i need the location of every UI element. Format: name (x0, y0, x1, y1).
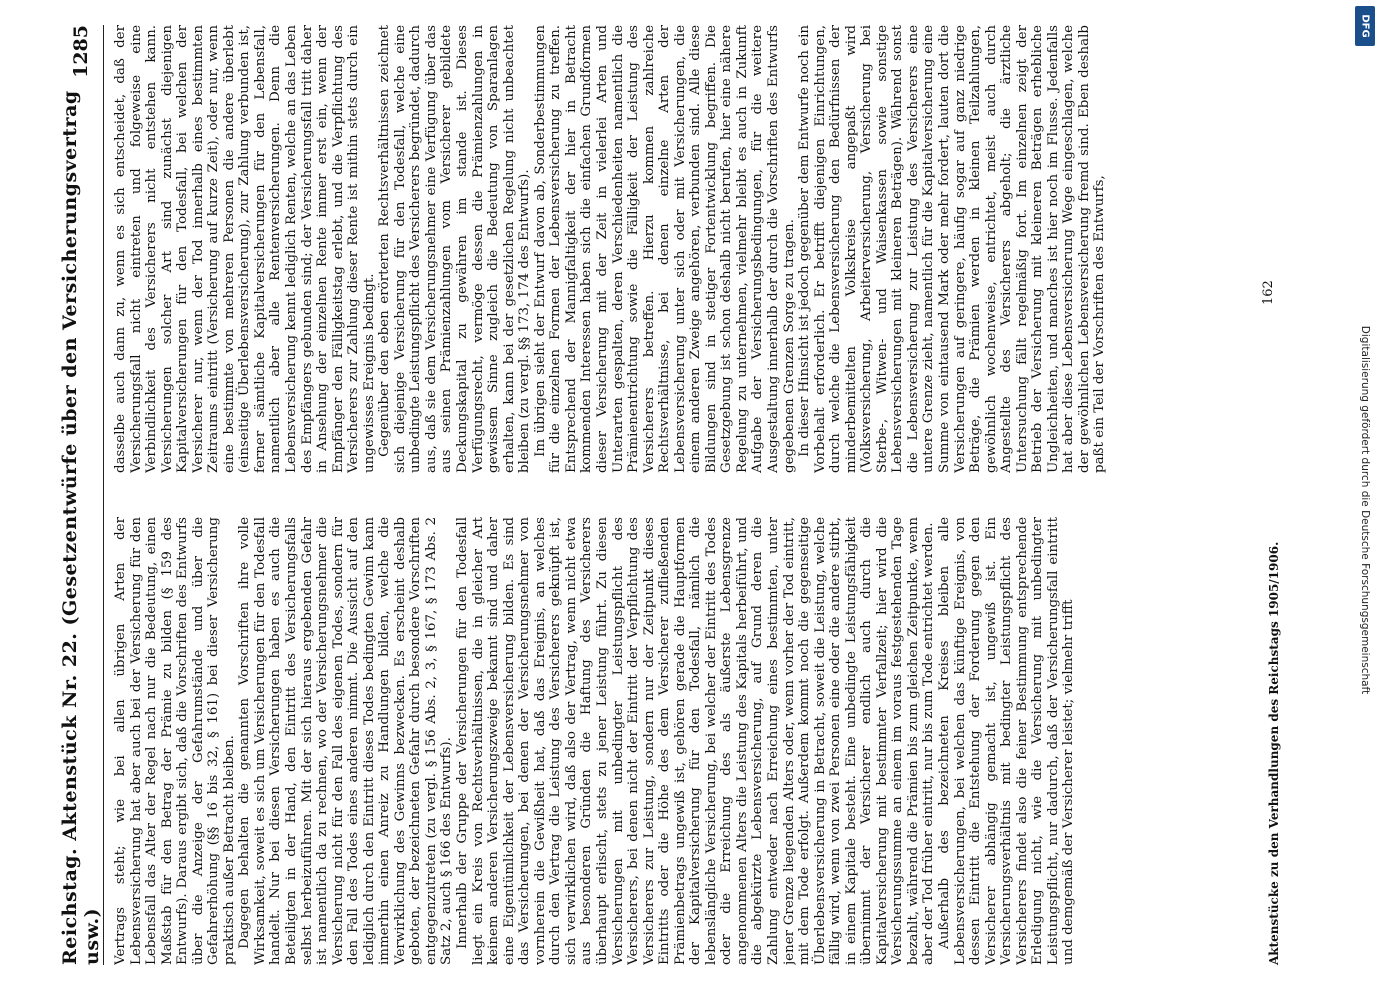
right-column (113, 25, 1253, 473)
dfg-logo (1355, 6, 1375, 46)
running-head: Reichstag. Aktenstück Nr. 22. (Gesetzentwürfe über den Versicherungsvertrag usw.) (59, 90, 103, 965)
footer-note: Aktenstücke zu den Verhandlungen des Reichstags 1905/1906. (1267, 541, 1281, 965)
paragraph: Dagegen behalten die genannten Vorschriften ihre volle Wirksamkeit, soweit es sich um Versicherungen für den Todesfall handelt. Nur bei diesen Versicherungen haben es auch die Beteiligten in der Hand, den Eintritt des Versicherungsfalls selbst herbeizuführen. Mit der sich hieraus ergebenden Gefahr ist namentlich da zu rechnen, wo der Versicherungsnehmer die Versicherung nicht für den Fall des eigenen Todes, sondern für den Fall des Todes eines anderen nimmt. Die Aussicht auf den lediglich durch den Eintritt dieses Todes bedingten Gewinn kann immerhin einen Anreiz zu Handlungen bilden, welche die Verwirklichung des Gewinns bezwecken. Es erscheint deshalb geboten, der bezeichneten Gefahr durch besondere Vorschriften entgegenzutreten (zu vergl. § 156 Abs. 2, 3, § 167, § 173 Abs. 2 Satz 2, auch § 166 des Entwurfs). (237, 517, 455, 965)
paragraph: Im übrigen sieht der Entwurf davon ab, Sonderbestimmungen für die einzelnen Formen der Lebensversicherung zu treffen. Entsprechend der Mannigfaltigkeit der hier in Betracht kommenden Interessen haben sich die einfachen Grundformen dieser Versicherung mit der Zeit in vielerlei Arten und Unterarten gespalten, deren Verschiedenheiten namentlich die Prämienentrichtung sowie die Fälligkeit der Leistung des Versicherers betreffen. Hierzu kommen zahlreiche Rechtsverhältnisse, bei denen einzelne Arten der Lebensversicherung unter sich oder mit Versicherungen, die einem anderen Zweige angehören, verbunden sind. Alle diese Bildungen sind in stetiger Fortentwicklung begriffen. Die Gesetzgebung ist schon deshalb nicht berufen, hier eine nähere Regelung zu unternehmen, vielmehr bleibt es auch in Zukunft Aufgabe der Versicherungsbedingungen, für die weitere Ausgestaltung innerhalb der durch die Vorschriften des Entwurfs gegebenen Grenzen Sorge zu tragen. (532, 25, 797, 473)
paragraph: Außerhalb des bezeichneten Kreises bleiben alle Lebensversicherungen, bei welchen das künftige Ereignis, von dessen Eintritt die Entstehung der Forderung gegen den Versicherer abhängig gemacht ist, ungewiß ist. Ein Versicherungsverhältnis mit bedingter Leistungspflicht des Versicherers findet also die feiner Bestimmung entsprechende Erledigung nicht, wie die Versicherung mit unbedingter Leistungspflicht, nur dadurch, daß der Versicherungsfall eintritt und demgemäß der Versicherer leistet; vielmehr trifft (936, 517, 1077, 965)
paragraph: Vertrags steht; wie bei allen übrigen Arten der Lebensversicherung hat aber auch bei der Versicherung für den Lebensfall das Alter der Regel nach nur die Bedeutung, einen Maßstab für den Betrag der Prämie zu bilden (§ 159 des Entwurfs). Daraus ergibt sich, daß die Vorschriften des Entwurfs über die Anzeige der Gefahrumstände und über die Gefahrerhöhung (§§ 16 bis 32, § 161) bei dieser Versicherung praktisch außer Betracht bleiben. (113, 517, 237, 965)
paragraph: Gegenüber den eben erörterten Rechtsverhältnissen zeichnet sich diejenige Versicherung für den Todesfall, welche eine unbedingte Leistungspflicht des Versicherers begründet, dadurch aus, daß sie dem Versicherungsnehmer eine Verfügung über das aus seinen Prämienzahlungen vom Versicherer gebildete Deckungskapital zu gewähren im stande ist. Dieses Verfügungsrecht, vermöge dessen die Prämienzahlungen in gewissem Sinne zugleich die Bedeutung von Sparanlagen erhalten, kann bei der gesetzlichen Regelung nicht unbeachtet bleiben (zu vergl. §§ 173, 174 des Entwurfs). (377, 25, 533, 473)
credit-text: Digitalisierung gefördert durch die Deutsche Forschungsgemeinschaft (1359, 325, 1371, 695)
signature-mark: 162 (1261, 280, 1276, 305)
left-column (113, 517, 1253, 965)
page-header (61, 25, 101, 965)
header-rule (103, 25, 104, 965)
page-number: 1285 (70, 25, 92, 78)
paragraph: In dieser Hinsicht ist jedoch gegenüber dem Entwurfe noch ein Vorbehalt erforderlich. Er betrifft diejenigen Einrichtungen, durch welche die Lebensversicherung den Bedürfnissen der minderbemittelten Volkskreise angepaßt wird (Volksversicherung, Arbeiterversicherung, Versicherung bei Sterbe-, Witwen- und Waisenkassen sowie sonstige Lebensversicherungen mit kleineren Beträgen). Während sonst die Lebensversicherung zur Leistung des Versicherers eine untere Grenze zieht, namentlich für die Kapitalversicherung eine Summe von eintausend Mark oder mehr fordert, lauten dort die Versicherungen auf geringere, häufig sogar auf ganz niedrige Beträge, die Prämien werden in kleinen Teilzahlungen, gewöhnlich wochenweise, entrichtet, meist auch durch Angestellte des Versicherers abgeholt; die ärztliche Untersuchung fällt regelmäßig fort. Im einzelnen zeigt der Betrieb der Versicherung mit kleineren Beträgen erhebliche Ungleichheiten, und manches ist hier noch im Flusse. Jedenfalls hat aber diese Lebensversicherung Wege eingeschlagen, welche der gewöhnlichen Lebensversicherung fremd sind. Eben deshalb paßt ein Teil der Vorschriften des Entwurfs, (797, 25, 1108, 473)
dfg-logo-label: DFG (1359, 14, 1371, 38)
digitization-credit (1357, 60, 1373, 960)
paragraph: Innerhalb der Gruppe der Versicherungen für den Todesfall liegt ein Kreis von Rechtsverhältnissen, die in gleicher Art keinem anderen Versicherungszweige bekannt sind und daher eine Eigentümlichkeit der Lebensversicherung bilden. Es sind das Versicherungen, bei denen der Versicherungsnehmer von vornherein die Gewißheit hat, daß das Ereignis, an welches durch den Vertrag die Leistung des Versicherers geknüpft ist, sich verwirklichen wird, daß also der Vertrag, wenn nicht etwa aus besonderen Gründen die Haftung des Versicherers überhaupt erlischt, stets zu jener Leistung führt. Zu diesen Versicherungen mit unbedingter Leistungspflicht des Versicherers, bei denen nicht der Eintritt der Verpflichtung des Versicherers zur Leistung, sondern nur der Zeitpunkt dieses Eintritts oder die Höhe des dem Versicherer zufließenden Prämienbetrags ungewiß ist, gehören gerade die Hauptformen der Kapitalversicherung für den Todesfall, nämlich die lebenslängliche Versicherung, bei welcher der Eintritt des Todes oder die Erreichung des als äußerste Lebensgrenze angenommenen Alters die Leistung des Kapitals herbeiführt, und die abgekürzte Lebensversicherung, auf Grund deren die Zahlung entweder nach Erreichung eines bestimmten, unter jener Grenze liegenden Alters oder, wenn vorher der Tod eintritt, mit dem Tode erfolgt. Außerdem kommt noch die gegenseitige Überlebensversicherung in Betracht, soweit die Leistung, welche fällig wird, wenn von zwei Personen eine oder die andere stirbt, in einem Kapitale besteht. Eine unbedingte Leistungsfähigkeit übernimmt der Versicherer endlich auch durch die Kapitalversicherung mit bestimmter Verfallzeit; hier wird die Versicherungssumme an einem im voraus festgestehenden Tage bezahlt, während die Prämien bis zum gleichen Zeitpunkte, wenn aber der Tod früher eintritt, nur bis zum Tode entrichtet werden. (455, 517, 937, 965)
document-page (61, 25, 1321, 965)
paragraph: dasselbe auch dann zu, wenn es sich entscheidet, daß der Versicherungsfall nicht eintreten und folgeweise eine Verbindlichkeit des Versicherers nicht entstehen kann. Versicherungen solcher Art sind zunächst diejenigen Kapitalversicherungen für den Todesfall, bei welchen der Versicherer nur, wenn der Tod innerhalb eines bestimmten Zeitraums eintritt (Versicherung auf kurze Zeit), oder nur, wenn eine bestimmte von mehreren Personen die andere überlebt (einseitige Überlebensversicherung), zur Zahlung verbunden ist, ferner sämtliche Kapitalversicherungen für den Lebensfall, namentlich aber alle Rentenversicherungen. Denn die Lebensversicherung kennt lediglich Renten, welche an das Leben des Empfängers gebunden sind; der Versicherungsfall tritt daher in Ansehung der einzelnen Rente immer erst ein, wenn der Empfänger den Fälligkeitstag erlebt, und die Verpflichtung des Versicherers zur Zahlung dieser Rente ist mithin stets durch ein ungewisses Ereignis bedingt. (113, 25, 377, 473)
